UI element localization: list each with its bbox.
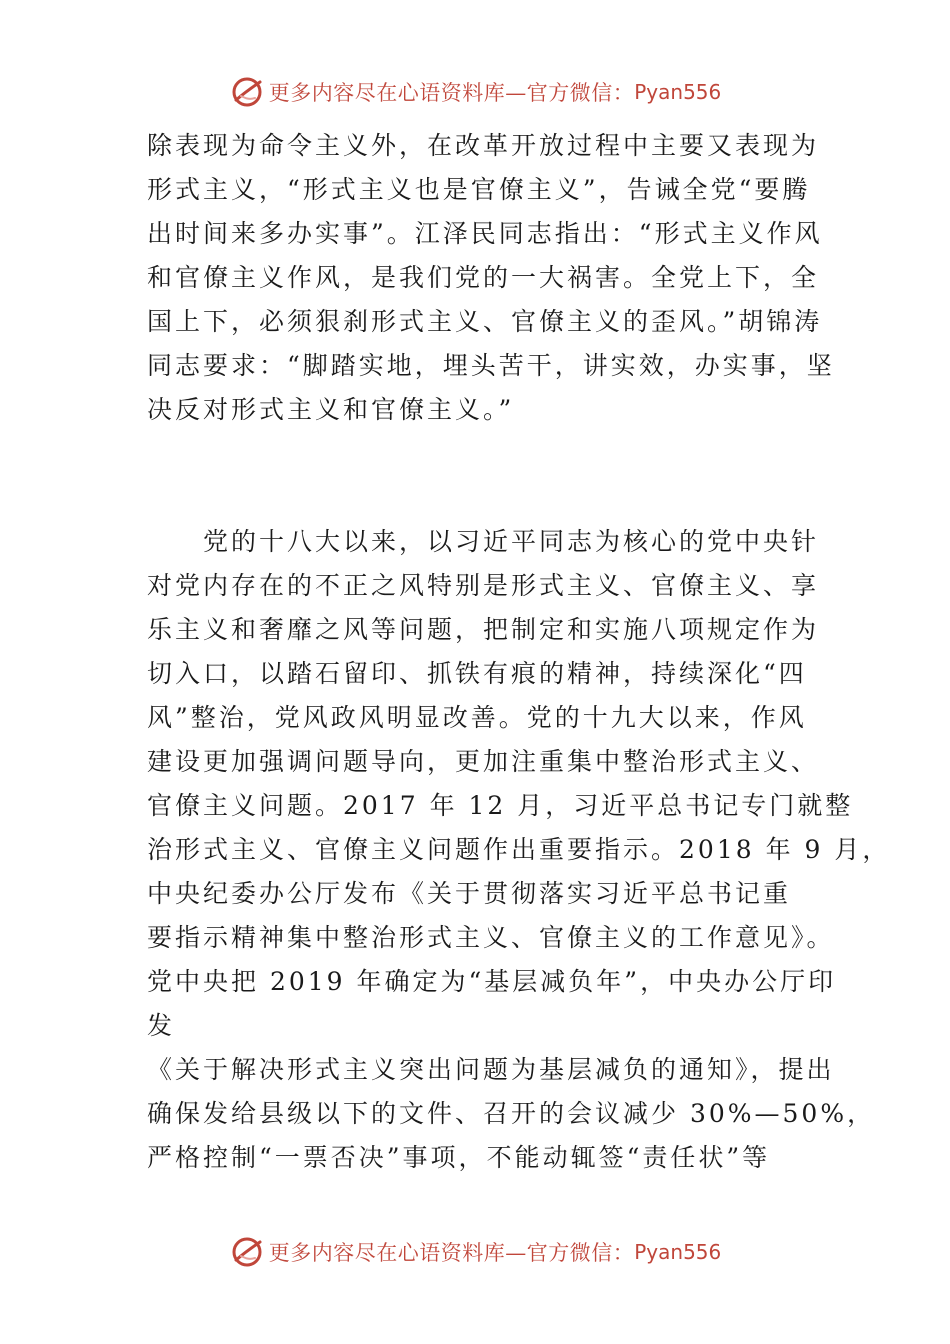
text-line: 确保发给县级以下的文件、召开的会议减少 30%—50%，: [147, 1099, 876, 1128]
text-line: 乐主义和奢靡之风等问题，把制定和实施八项规定作为: [147, 615, 820, 644]
library-logo-icon: [229, 74, 265, 110]
text-line: 出时间来多办实事”。江泽民同志指出：“形式主义作风: [147, 219, 823, 248]
text-line: 中央纪委办公厅发布《关于贯彻落实习近平总书记重: [147, 879, 792, 908]
text-line: 同志要求：“脚踏实地，埋头苦干，讲实效，办实事，坚: [147, 351, 835, 380]
text-line: 除表现为命令主义外，在改革开放过程中主要又表现为: [147, 131, 820, 160]
paragraph-spacer: [147, 476, 817, 520]
text-line: 切入口，以踏石留印、抓铁有痕的精神，持续深化“四: [147, 659, 807, 688]
text-line: 风”整治，党风政风明显改善。党的十九大以来，作风: [147, 703, 807, 732]
document-body: [147, 124, 891, 1180]
header-wechat-id: Pyan556: [634, 80, 722, 104]
footer-banner-text: 更多内容尽在心语资料库—官方微信：: [268, 1241, 635, 1265]
header-watermark-banner: [0, 72, 950, 112]
text-line: 官僚主义问题。2017 年 12 月，习近平总书记专门就整: [147, 791, 854, 820]
text-line: 建设更加强调问题导向，更加注重集中整治形式主义、: [147, 747, 820, 776]
text-line: 和官僚主义作风，是我们党的一大祸害。全党上下，全: [147, 263, 820, 292]
text-line: 形式主义，“形式主义也是官僚主义”，告诫全党“要腾: [147, 175, 811, 204]
footer-wechat-id: Pyan556: [634, 1240, 722, 1264]
library-logo-icon: [229, 1234, 265, 1270]
text-line: 《关于解决形式主义突出问题为基层减负的通知》，提出: [147, 1055, 835, 1084]
text-line: 党的十八大以来，以习近平同志为核心的党中央针: [147, 527, 820, 556]
text-line: 发: [147, 1011, 176, 1040]
paragraph-spacer: [147, 432, 817, 476]
paragraph-1: [147, 124, 835, 432]
text-line: 决反对形式主义和官僚主义。”: [147, 395, 515, 424]
text-line: 对党内存在的不正之风特别是形式主义、官僚主义、享: [147, 571, 820, 600]
text-line: 要指示精神集中整治形式主义、官僚主义的工作意见》。: [147, 923, 835, 952]
footer-watermark-banner: [0, 1232, 950, 1272]
header-banner-text: 更多内容尽在心语资料库—官方微信：: [268, 81, 635, 105]
text-line: 治形式主义、官僚主义问题作出重要指示。2018 年 9 月，: [147, 835, 891, 864]
text-line: 严格控制“一票否决”事项，不能动辄签“责任状”等: [147, 1143, 771, 1172]
text-line: 国上下，必须狠刹形式主义、官僚主义的歪风。”胡锦涛: [147, 307, 823, 336]
paragraph-2: [147, 520, 891, 1180]
text-line: 党中央把 2019 年确定为“基层减负年”，中央办公厅印: [147, 967, 837, 996]
